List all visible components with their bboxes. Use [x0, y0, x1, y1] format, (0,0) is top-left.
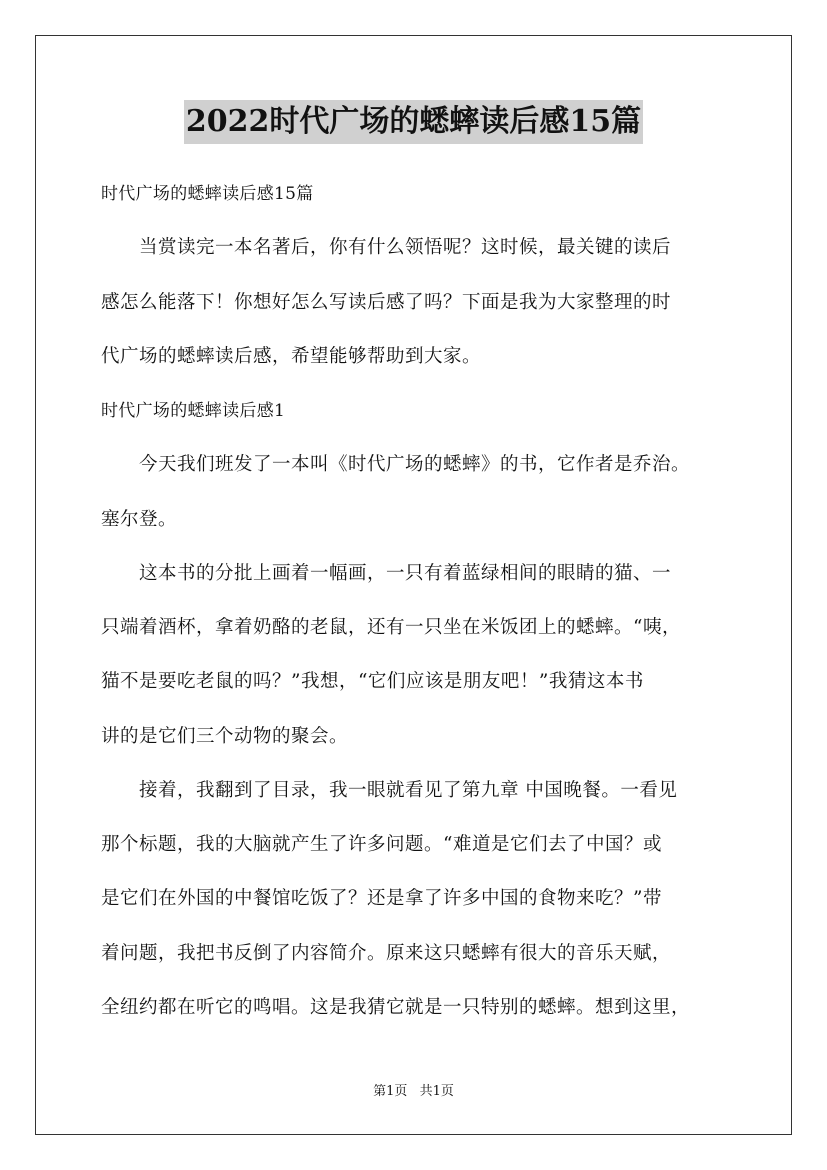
- body-line: 今天我们班发了一本叫《时代广场的蟋蟀》的书，它作者是乔治。: [101, 454, 691, 475]
- body-line: 接着，我翻到了目录，我一眼就看见了第九章 中国晚餐。一看见: [101, 780, 678, 801]
- body-line: 时代广场的蟋蟀读后感15篇: [101, 184, 314, 204]
- body-line: 这本书的分批上画着一幅画，一只有着蓝绿相间的眼睛的猫、一: [101, 563, 672, 584]
- body-line: 当赏读完一本名著后，你有什么领悟呢？这时候，最关键的读后: [101, 237, 672, 258]
- body-line: 只端着酒杯，拿着奶酪的老鼠，还有一只坐在米饭团上的蟋蟀。“咦，: [101, 617, 681, 638]
- body-line: 着问题，我把书反倒了内容简介。原来这只蟋蟀有很大的音乐天赋，: [101, 943, 672, 964]
- body-line: 塞尔登。: [101, 509, 178, 530]
- body-line: 感怎么能落下！你想好怎么写读后感了吗？下面是我为大家整理的时: [101, 292, 672, 313]
- body-line: 是它们在外国的中餐馆吃饭了？还是拿了许多中国的食物来吃？”带: [101, 888, 662, 909]
- body-line: 代广场的蟋蟀读后感，希望能够帮助到大家。: [101, 346, 482, 367]
- body-line: 时代广场的蟋蟀读后感1: [101, 401, 286, 421]
- body-line: 全纽约都在听它的鸣唱。这是我猜它就是一只特别的蟋蟀。想到这里，: [101, 997, 691, 1018]
- body-line: 讲的是它们三个动物的聚会。: [101, 726, 349, 747]
- body-line: 猫不是要吃老鼠的吗？”我想，“它们应该是朋友吧！”我猜这本书: [101, 671, 644, 692]
- title-container: [0, 100, 827, 144]
- body-line: 那个标题，我的大脑就产生了许多问题。“难道是它们去了中国？或: [101, 834, 662, 855]
- page-number: 第1页: [373, 1084, 408, 1099]
- page-total: 共1页: [419, 1084, 454, 1099]
- document-title: 2022时代广场的蟋蟀读后感15篇: [184, 100, 643, 144]
- page-footer: [0, 1083, 827, 1101]
